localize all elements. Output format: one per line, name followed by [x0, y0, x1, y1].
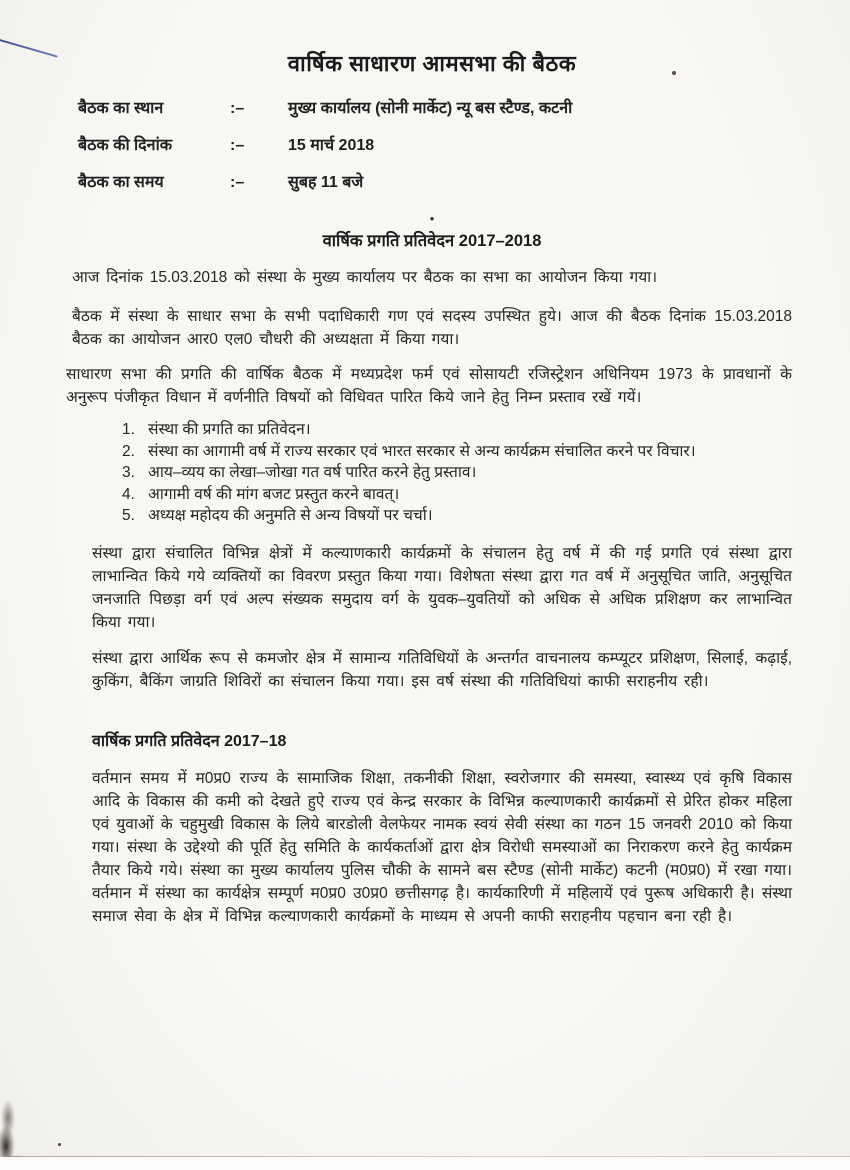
paragraph-organisation-history: वर्तमान समय में म0प्र0 राज्य के सामाजिक शिक्षा, तकनीकी शिक्षा, स्वरोजगार की समस्या, स्वास्थ्य एवं कृषि विकास आदि के विकास की कमी को देखते हुऐ राज्य एवं केन्द्र सरकार के विभिन्न कल्याणकारी कार्यक्रमों से प्रेरित होकर महिला एवं युवाओं के चहुमुखी विकास के लिये बारडोली वेलफेयर नामक स्वयं सेवी संस्था का गठन 15 जनवरी 2010 को किया गया। संस्था के उद्देश्यो की पूर्ति हेतु समिति के कार्यकर्ताओं द्वारा क्षेत्र विरोधी समस्याओं का निराकरण करने हेतु कार्यक्रम तैयार किये गये। संस्था का मुख्य कार्यालय पुलिस चौकी के सामने बस स्टैण्ड (सोनी मार्केट) कटनी (म0प्र0) में रखा गया। वर्तमान में संस्था का कार्यक्षेत्र सम्पूर्ण म0प्र0 उ0प्र0 छत्तीसगढ़ है। कार्यकारिणी में महिलायें एवं पुरूष अधिकारी है। संस्था समाज सेवा के क्षेत्र में विभिन्न कल्याणकारी कार्यक्रमों के माध्यम से अपनी काफी सराहनीय पहचान बना रही है। — [92, 769, 792, 925]
list-item-text: संस्था की प्रगति का प्रतिवेदन। — [148, 421, 311, 438]
list-item — [122, 505, 792, 527]
section1-heading: वार्षिक प्रगति प्रतिवेदन 2017–2018 — [322, 232, 542, 250]
list-item-number: 2. — [122, 442, 135, 460]
proposal-list — [122, 419, 792, 527]
meta-separator: :– — [230, 137, 245, 154]
ink-speck-artifact — [58, 1143, 61, 1146]
section2-heading: वार्षिक प्रगति प्रतिवेदन 2017–18 — [92, 732, 287, 750]
list-item-number: 3. — [122, 464, 135, 481]
list-item — [122, 484, 792, 506]
list-item — [122, 419, 792, 441]
pen-mark-artifact — [0, 38, 58, 58]
scan-bottom-margin — [0, 1157, 850, 1170]
list-item-number: 1. — [122, 421, 135, 438]
paragraph-registration: साधारण सभा की प्रगति की वार्षिक बैठक में मध्यप्रदेश फर्म एवं सोसायटी रजिस्ट्रेशन अधिनियम 1973 के प्रावधानों के अनुरूप पंजीकृत विधान में वर्णनीति विषयों को विधिवत पारित किये जाने हेतु निम्न प्रस्ताव रखें गयें। — [66, 366, 792, 406]
paragraph-opening: आज दिनांक 15.03.2018 को संस्था के मुख्य कार्यालय पर बैठक का सभा का आयोजन किया गया। — [72, 269, 658, 286]
meeting-meta — [78, 96, 792, 192]
paragraph-activities: संस्था द्वारा आर्थिक रूप से कमजोर क्षेत्र में सामान्य गतिविधियों के अन्तर्गत वाचनालय कम्प्यूटर प्रशिक्षण, सिलाई, कढ़ाई, कुकिंग, बैकिंग जाग्रति शिविरों का संचालन किया गया। इस वर्ष संस्था की गतिविधियां काफी सराहनीय रही। — [92, 649, 792, 690]
list-item-number: 4. — [122, 485, 135, 503]
meeting-time-value: सुबह 11 बजे — [288, 174, 364, 191]
list-item-text: संस्था का आगामी वर्ष में राज्य सरकार एवं भारत सरकार से अन्य कार्यक्रम संचालित करने पर विचार। — [148, 442, 696, 460]
scan-dot-artifact — [672, 71, 676, 75]
meeting-date-value: 15 मार्च 2018 — [288, 137, 375, 154]
list-item — [122, 462, 792, 484]
meeting-time-label: बैठक का समय — [78, 174, 164, 191]
list-item-text: आगामी वर्ष की मांग बजट प्रस्तुत करने बावत्। — [148, 485, 400, 503]
stray-dot-mark: • — [429, 211, 435, 226]
meeting-date-label: बैठक की दिनांक — [78, 137, 172, 154]
list-item — [122, 441, 792, 463]
meta-separator: :– — [230, 100, 245, 117]
meeting-date-row — [78, 133, 792, 155]
meta-separator: :– — [230, 174, 245, 191]
meeting-place-label: बैठक का स्थान — [78, 100, 164, 117]
document-title: वार्षिक साधारण आमसभा की बैठक — [287, 51, 577, 76]
list-item-text: अध्यक्ष महोदय की अनुमति से अन्य विषयों पर चर्चा। — [148, 507, 433, 524]
meeting-place-row — [78, 96, 792, 118]
meeting-place-value: मुख्य कार्यालय (सोनी मार्केट) न्यू बस स्टैण्ड, कटनी — [288, 100, 573, 117]
paragraph-attendance: बैठक में संस्था के साधार सभा के सभी पदाधिकारी गण एवं सदस्य उपस्थित हुये। आज की बैठक दिनांक 15.03.2018 बैठक का आयोजन आर0 एल0 चौधरी की अध्यक्षता में किया गया। — [72, 308, 792, 348]
paragraph-welfare-progress: संस्था द्वारा संचालित विभिन्न क्षेत्रों में कल्याणकारी कार्यक्रमों के संचालन हेतु वर्ष में की गई प्रगति एवं संस्था द्वारा लाभान्वित किये गये व्यक्तियों का विवरण प्रस्तुत किया गया। विशेषता संस्था द्वारा गत वर्ष में अनुसूचित जाति, अनुसूचित जनजाति पिछड़ा वर्ग एवं अल्प संख्यक समुदाय वर्ग के युवक–युवतियों को अधिक से अधिक प्रशिक्षण कर लाभान्वित किया गया। — [92, 544, 792, 631]
meeting-time-row — [78, 170, 792, 192]
page-edge-line — [8, 1156, 850, 1157]
list-item-text: आय–व्यय का लेखा–जोखा गत वर्ष पारित करने हेतु प्रस्ताव। — [148, 464, 477, 481]
list-item-number: 5. — [122, 507, 135, 524]
